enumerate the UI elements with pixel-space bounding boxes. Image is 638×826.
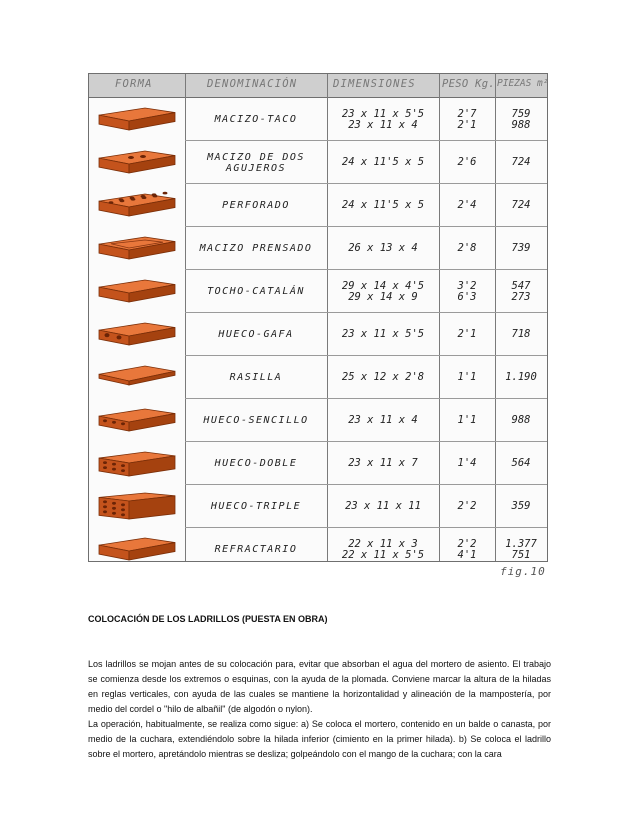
brick-name: HUECO-SENCILLO: [203, 415, 309, 426]
brick-name: RASILLA: [229, 372, 283, 383]
dimensions-value: 23 x 11 x 7: [348, 457, 418, 469]
dimensions: [327, 356, 439, 399]
weight-value: 1'1: [457, 371, 477, 383]
dimensions-value: 29 x 14 x 4'5: [341, 279, 425, 292]
double-hollow-brick-icon: [95, 447, 179, 481]
dimensions-value: 24 x 11'5 x 5: [341, 199, 425, 211]
pieces-per-m2-value: 718: [511, 328, 531, 340]
weight: [439, 270, 495, 313]
weight: [439, 399, 495, 442]
dimensions: [327, 313, 439, 356]
weight: [439, 442, 495, 485]
dimensions-value: 26 x 13 x 4: [348, 242, 418, 254]
pressed-brick-icon: [95, 232, 179, 266]
dimensions: [327, 141, 439, 184]
pieces-per-m2-value: 359: [511, 500, 531, 512]
pieces-per-m2-value: 988: [511, 118, 531, 131]
weight-value: 3'2: [457, 279, 477, 292]
weight-value: 1'1: [457, 414, 477, 426]
pieces-per-m2-value: 1.377: [505, 537, 537, 550]
pieces-per-m2-value: 547: [511, 279, 531, 292]
table-row: [89, 227, 547, 270]
brick-name: MACIZO-TACO: [214, 114, 298, 125]
header-denominacion: DENOMINACIÓN: [207, 78, 298, 90]
weight-value: 2'8: [457, 242, 477, 254]
dimensions-value: 23 x 11 x 5'5: [341, 107, 425, 120]
brick-name: MACIZO DE DOS AGUJEROS: [207, 151, 305, 174]
pieces-per-m2-value: 739: [511, 242, 531, 254]
pieces-per-m2-value: 564: [511, 457, 531, 469]
table-row: [89, 313, 547, 356]
figure-label: fig.10: [500, 565, 546, 578]
pieces-per-m2: [495, 141, 547, 184]
dimensions: [327, 98, 439, 141]
perforated-brick-icon: [95, 189, 179, 223]
header-peso: PESO Kg.: [442, 78, 495, 90]
weight-value: 4'1: [457, 548, 477, 561]
triple-hollow-brick-icon: [95, 490, 179, 524]
table-row: [89, 442, 547, 485]
refractory-brick-icon: [95, 533, 179, 567]
pieces-per-m2-value: 724: [511, 156, 531, 168]
brick-table: [88, 73, 548, 562]
weight-value: 2'4: [457, 199, 477, 211]
weight-value: 1'4: [457, 457, 477, 469]
weight: [439, 356, 495, 399]
brick-name: HUECO-TRIPLE: [210, 501, 302, 512]
table-row: [89, 399, 547, 442]
weight: [439, 141, 495, 184]
brick-name: PERFORADO: [222, 200, 290, 211]
table-row: [89, 356, 547, 399]
header-forma: FORMA: [115, 78, 153, 90]
weight: [439, 528, 495, 571]
pieces-per-m2: [495, 442, 547, 485]
thin-tile-brick-icon: [95, 361, 179, 395]
table-row: [89, 270, 547, 313]
weight-value: 2'1: [457, 328, 477, 340]
pieces-per-m2: [495, 98, 547, 141]
weight-value: 2'2: [457, 500, 477, 512]
dimensions-value: 29 x 14 x 9: [348, 290, 418, 303]
table-row: [89, 98, 547, 141]
weight: [439, 98, 495, 141]
pieces-per-m2: [495, 184, 547, 227]
brick-name: MACIZO PRENSADO: [199, 243, 313, 254]
dimensions: [327, 485, 439, 528]
solid-brick-icon: [95, 103, 179, 137]
header-piezas: PIEZAS m²: [497, 78, 549, 89]
brick-name: TOCHO-CATALÁN: [207, 286, 305, 297]
weight-value: 2'7: [457, 107, 477, 120]
brick-table-figure: [88, 73, 548, 583]
weight: [439, 485, 495, 528]
pieces-per-m2-value: 724: [511, 199, 531, 211]
dimensions: [327, 270, 439, 313]
table-row: [89, 528, 547, 571]
dimensions: [327, 399, 439, 442]
pieces-per-m2-value: 1.190: [505, 371, 537, 383]
pieces-per-m2-value: 759: [511, 107, 531, 120]
brick-name: HUECO-DOBLE: [214, 458, 298, 469]
pieces-per-m2: [495, 270, 547, 313]
dimensions: [327, 227, 439, 270]
dimensions: [327, 442, 439, 485]
dimensions-value: 23 x 11 x 4: [348, 118, 418, 131]
weight: [439, 313, 495, 356]
pieces-per-m2-value: 751: [511, 548, 531, 561]
two-hole-brick-icon: [95, 146, 179, 180]
pieces-per-m2: [495, 313, 547, 356]
goggle-hollow-brick-icon: [95, 318, 179, 352]
weight-value: 6'3: [457, 290, 477, 303]
weight: [439, 227, 495, 270]
table-row: [89, 141, 547, 184]
pieces-per-m2: [495, 399, 547, 442]
paragraph: Los ladrillos se mojan antes de su colocación para, evitar que absorban el agua del mortero de asiento. El trabajo se comienza desde los extremos o esquinas, con la ayuda de la plomada. Conviene marcar la altura de la hiladas en reglas verticales, con ayuda de las cuales se mantiene la horizontalidad y alineación de la mampostería, por medio del cordel o "hilo de albañil" (de algodón o nylon).: [88, 659, 551, 714]
pieces-per-m2: [495, 356, 547, 399]
weight-value: 2'2: [457, 537, 477, 550]
paragraph: La operación, habitualmente, se realiza como sigue: a) Se coloca el mortero, contenido en un balde o canasta, por medio de la cuchara, extendiéndolo sobre la hilada inferior (cimiento en la primer hilada). b) Se coloca el ladrillo sobre el mortero, apretándolo mientras se desliza; golpeándolo con el mango de la cuchara; con la cara: [88, 719, 551, 759]
dimensions: [327, 528, 439, 571]
dimensions-value: 25 x 12 x 2'8: [341, 371, 425, 383]
pieces-per-m2-value: 273: [511, 290, 531, 303]
dimensions-value: 22 x 11 x 5'5: [341, 548, 425, 561]
weight-value: 2'1: [457, 118, 477, 131]
catalan-brick-icon: [95, 275, 179, 309]
pieces-per-m2-value: 988: [511, 414, 531, 426]
single-hollow-brick-icon: [95, 404, 179, 438]
pieces-per-m2: [495, 485, 547, 528]
dimensions-value: 23 x 11 x 11: [345, 500, 421, 512]
header-dimensiones: DIMENSIONES: [333, 78, 416, 90]
table-row: [89, 485, 547, 528]
dimensions-value: 23 x 11 x 5'5: [341, 328, 425, 340]
brick-name: HUECO-GAFA: [218, 329, 294, 340]
section-heading: COLOCACIÓN DE LOS LADRILLOS (PUESTA EN OBRA): [88, 614, 328, 624]
dimensions-value: 24 x 11'5 x 5: [341, 156, 425, 168]
dimensions-value: 23 x 11 x 4: [348, 414, 418, 426]
weight-value: 2'6: [457, 156, 477, 168]
table-row: [89, 184, 547, 227]
dimensions-value: 22 x 11 x 3: [348, 537, 418, 550]
brick-name: REFRACTARIO: [214, 544, 298, 555]
table-header: [89, 74, 547, 98]
weight: [439, 184, 495, 227]
pieces-per-m2: [495, 227, 547, 270]
dimensions: [327, 184, 439, 227]
